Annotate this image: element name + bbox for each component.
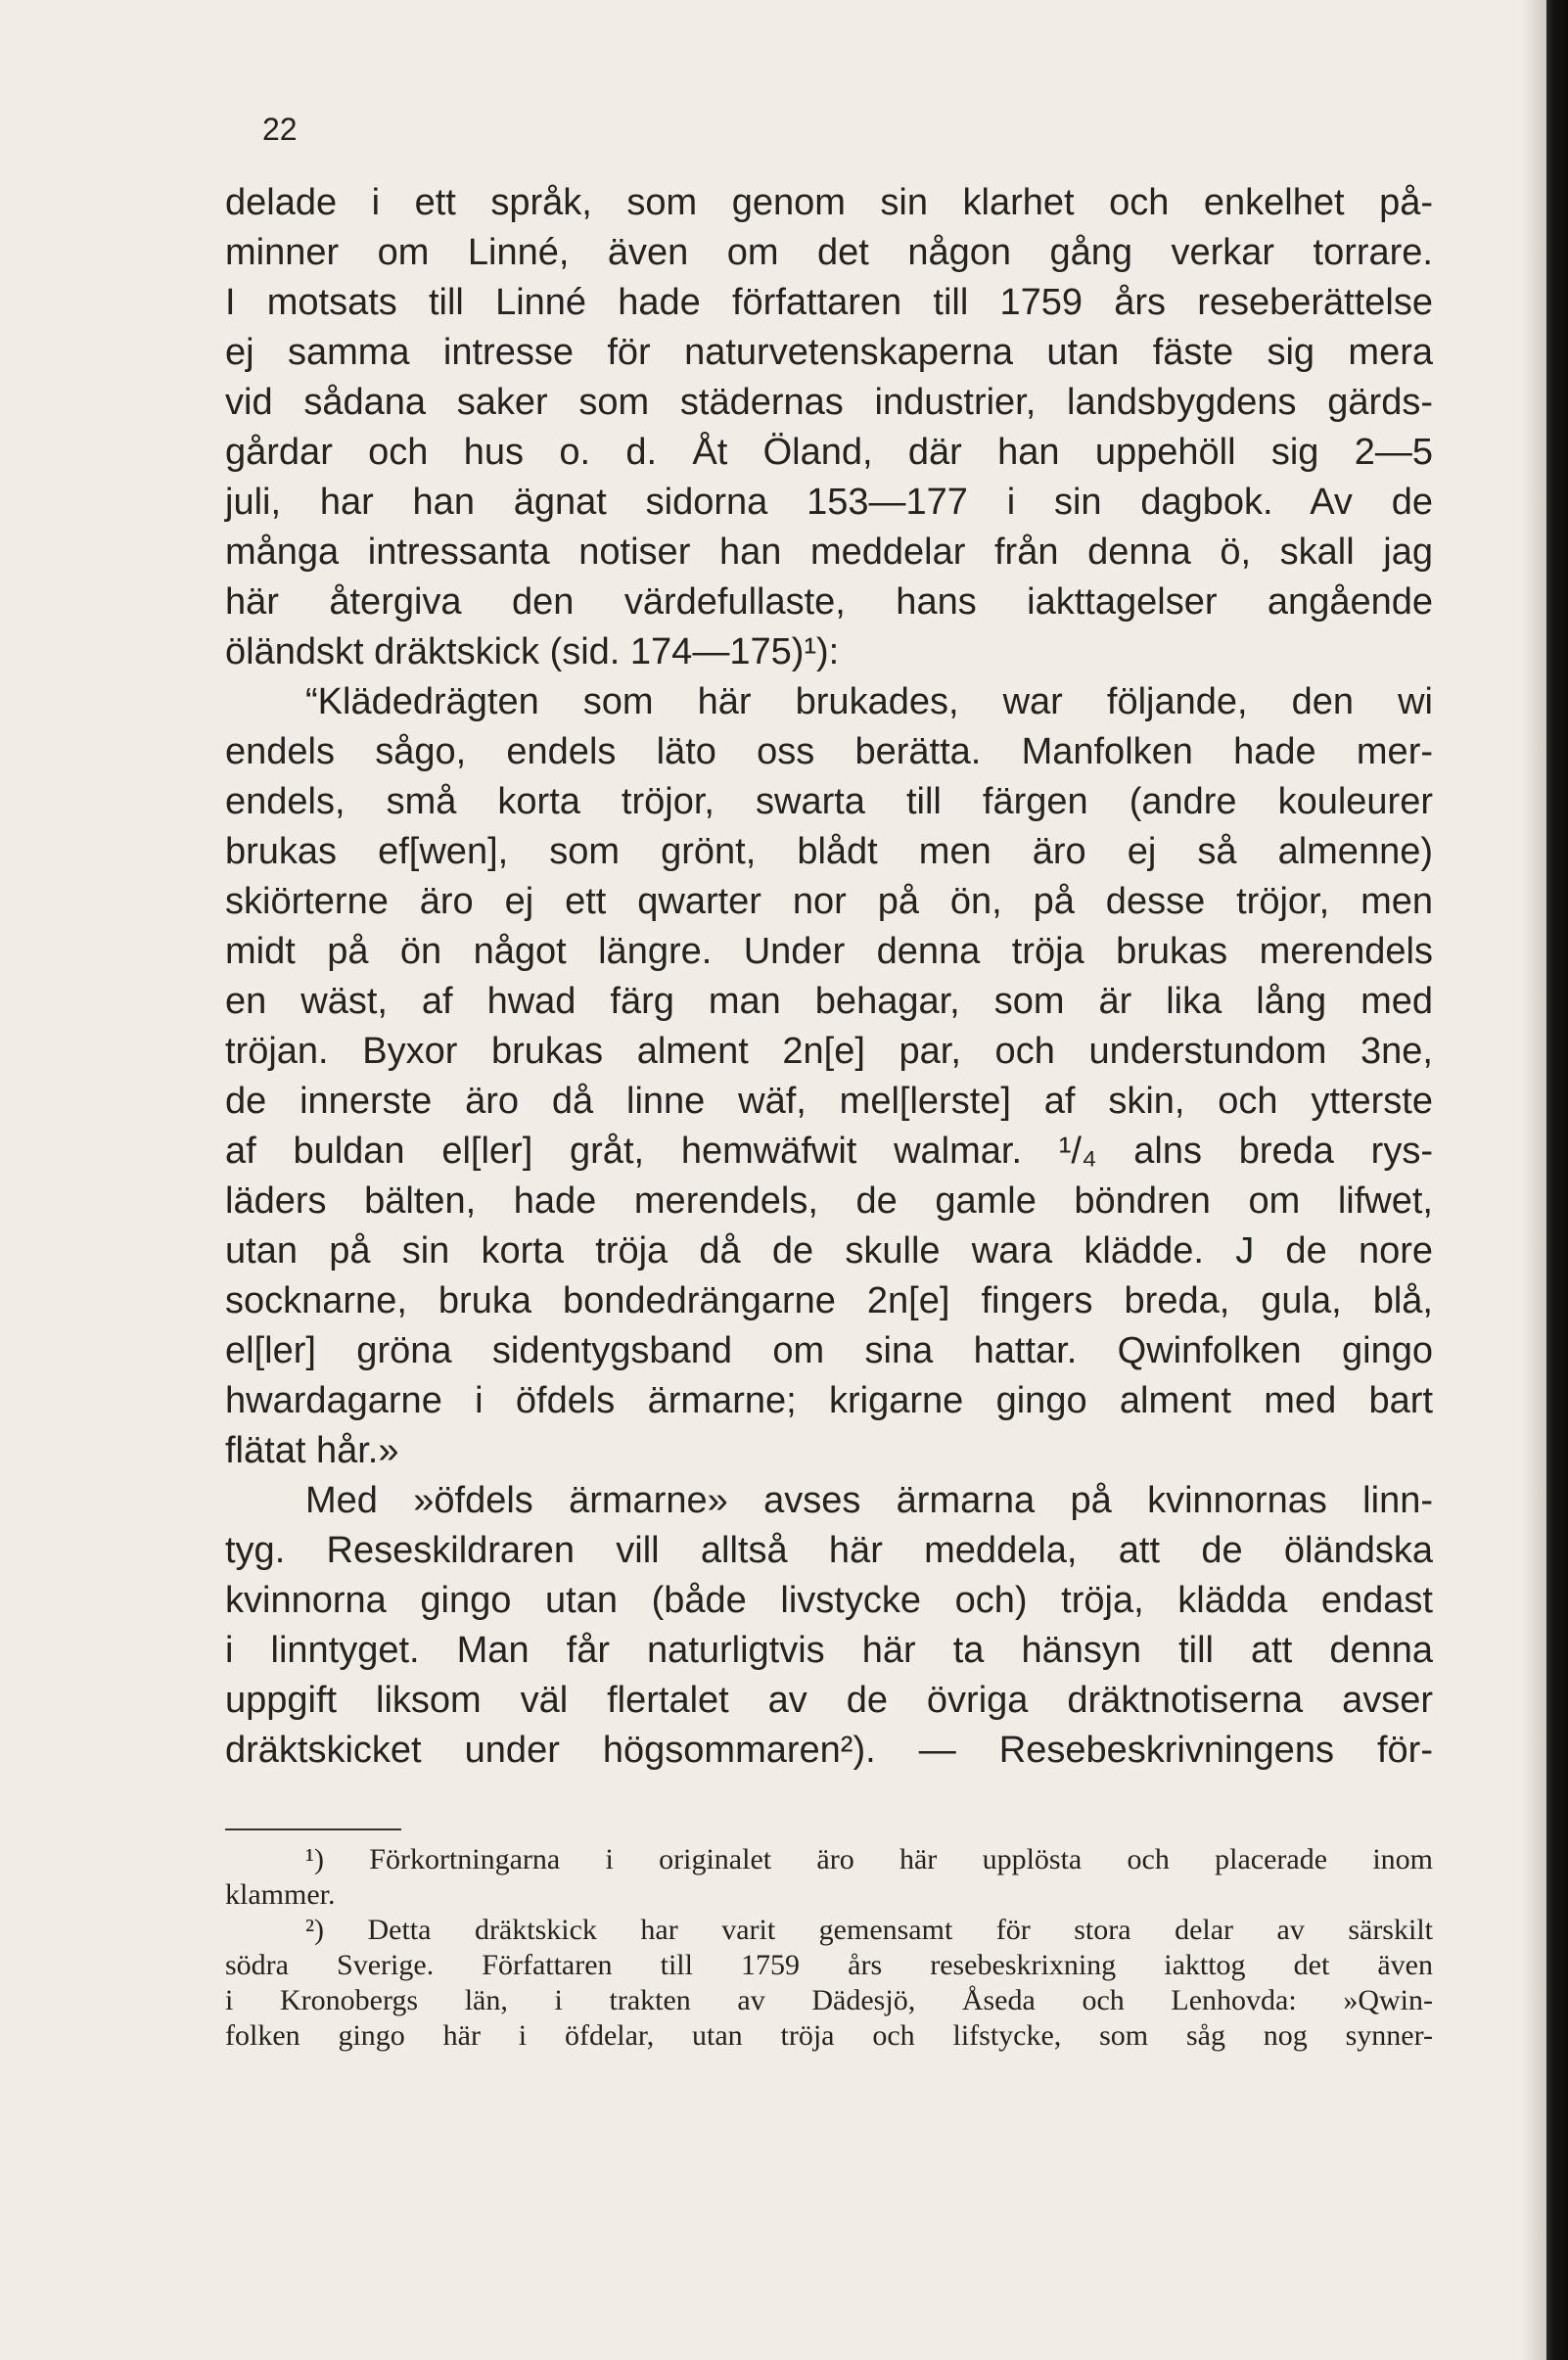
page-number: 22 bbox=[262, 112, 298, 147]
body-line: en wäst, af hwad färg man behagar, som är lika lång med bbox=[225, 981, 1433, 1022]
body-line: af buldan el[ler] gråt, hemwäfwit walmar. ¹/₄ alns breda rys- bbox=[225, 1131, 1433, 1172]
footnote-line: i Kronobergs län, i trakten av Dädesjö, Åseda och Lenhovda: »Qwin- bbox=[225, 1984, 1433, 2016]
body-line: här återgiva den värdefullaste, hans iakttagelser angående bbox=[225, 581, 1433, 623]
body-line: tyg. Reseskildraren vill alltså här meddela, att de öländska bbox=[225, 1530, 1433, 1571]
body-line: ej samma intresse för naturvetenskaperna utan fäste sig mera bbox=[225, 332, 1433, 373]
body-text bbox=[225, 178, 1433, 1776]
body-line: minner om Linné, även om det någon gång verkar torrare. bbox=[225, 232, 1433, 273]
body-line: endels, små korta tröjor, swarta till färgen (andre kouleurer bbox=[225, 781, 1433, 822]
body-line: utan på sin korta tröja då de skulle wara klädde. J de nore bbox=[225, 1230, 1433, 1272]
footnote-line: södra Sverige. Författaren till 1759 års resebeskrixning iakttog det även bbox=[225, 1949, 1433, 1981]
body-line: öländskt dräktskick (sid. 174—175)¹): bbox=[225, 631, 840, 672]
body-line: socknarne, bruka bondedrängarne 2n[e] fingers breda, gula, blå, bbox=[225, 1280, 1433, 1321]
page-edge bbox=[1546, 0, 1568, 2360]
body-line: vid sådana saker som städernas industrier, landsbygdens gärds- bbox=[225, 382, 1433, 423]
body-line: el[ler] gröna sidentygsband om sina hattar. Qwinfolken gingo bbox=[225, 1330, 1433, 1371]
body-line: läders bälten, hade merendels, de gamle böndren om lifwet, bbox=[225, 1180, 1433, 1222]
footnotes bbox=[225, 1842, 1433, 2054]
body-line: de innerste äro då linne wäf, mel[lerste] af skin, och ytterste bbox=[225, 1081, 1433, 1122]
footnote-line: ²) Detta dräktskick har varit gemensamt för stora delar av särskilt bbox=[305, 1914, 1433, 1946]
footnote-line: klammer. bbox=[225, 1878, 336, 1911]
body-line: uppgift liksom väl flertalet av de övriga dräktnotiserna avser bbox=[225, 1680, 1433, 1721]
body-line: kvinnorna gingo utan (både livstycke och) tröja, klädda endast bbox=[225, 1580, 1433, 1621]
body-line: Med »öfdels ärmarne» avses ärmarna på kvinnornas linn- bbox=[305, 1480, 1433, 1521]
body-line: i linntyget. Man får naturligtvis här ta hänsyn till att denna bbox=[225, 1630, 1433, 1671]
body-line: midt på ön något längre. Under denna tröja brukas merendels bbox=[225, 931, 1433, 972]
body-line: hwardagarne i öfdels ärmarne; krigarne gingo alment med bart bbox=[225, 1380, 1433, 1421]
body-line: endels sågo, endels läto oss berätta. Manfolken hade mer- bbox=[225, 731, 1433, 772]
body-line: juli, har han ägnat sidorna 153—177 i sin dagbok. Av de bbox=[225, 482, 1433, 523]
footnote-rule bbox=[225, 1828, 401, 1830]
body-line: tröjan. Byxor brukas alment 2n[e] par, och understundom 3ne, bbox=[225, 1031, 1433, 1072]
page-gutter-shadow bbox=[1521, 0, 1546, 2360]
body-line: I motsats till Linné hade författaren till 1759 års reseberättelse bbox=[225, 282, 1433, 323]
body-line: dräktskicket under högsommaren²). — Resebeskrivningens för- bbox=[225, 1730, 1433, 1771]
body-line: skiörterne äro ej ett qwarter nor på ön, på desse tröjor, men bbox=[225, 881, 1433, 922]
body-line: “Klädedrägten som här brukades, war följande, den wi bbox=[305, 681, 1433, 722]
body-line: många intressanta notiser han meddelar från denna ö, skall jag bbox=[225, 532, 1433, 573]
footnote-line: ¹) Förkortningarna i originalet äro här upplösta och placerade inom bbox=[305, 1843, 1433, 1875]
footnote-line: folken gingo här i öfdelar, utan tröja och lifstycke, som såg nog synner- bbox=[225, 2019, 1433, 2052]
body-line: brukas ef[wen], som grönt, blådt men äro ej så almenne) bbox=[225, 831, 1433, 872]
body-line: gårdar och hus o. d. Åt Öland, där han uppehöll sig 2—5 bbox=[225, 432, 1433, 473]
body-line: flätat hår.» bbox=[225, 1430, 399, 1471]
body-line: delade i ett språk, som genom sin klarhet och enkelhet på- bbox=[225, 182, 1433, 223]
